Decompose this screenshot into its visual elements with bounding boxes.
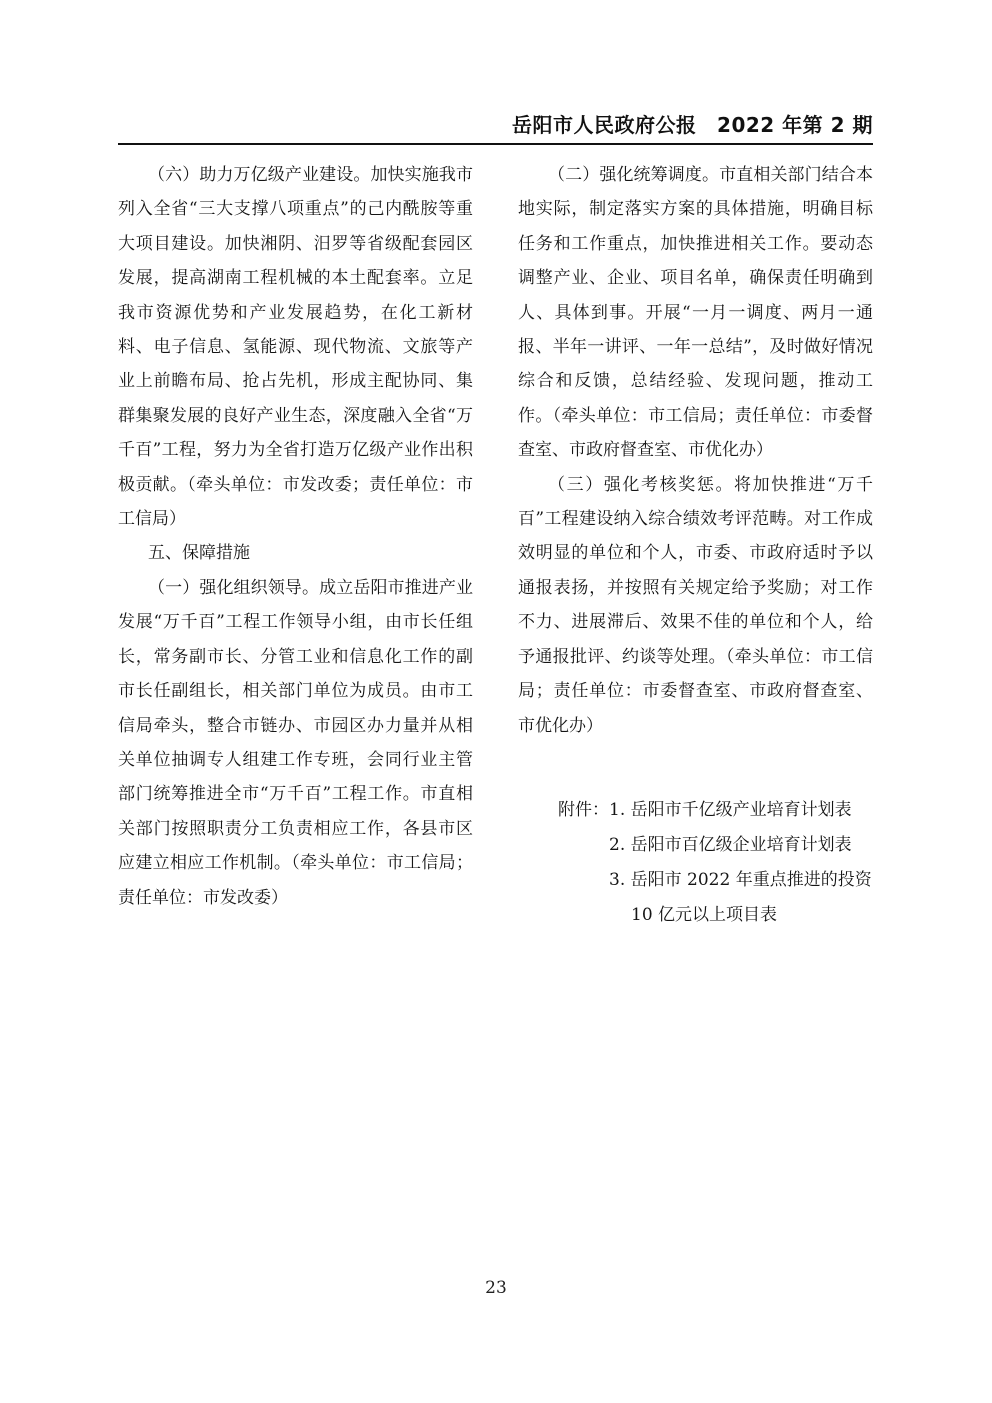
paragraph-section-5-3: （三）强化考核奖惩。将加快推进“万千百”工程建设纳入综合绩效考评范畴。对工作成效明显的单位和个人，市委、市政府适时予以通报表扬，并按照有关规定给予奖励；对工作不力、进展滞后、效果不佳的单位和个人，给予通报批评、约谈等处理。（牵头单位：市工信局；责任单位：市委督查室、市政府督查室、市优化办）	[518, 474, 873, 736]
paragraph-section-6: （六）助力万亿级产业建设。加快实施我市列入全省“三大支撑八项重点”的己内酰胺等重大项目建设。加快湘阴、汨罗等省级配套园区发展，提高湖南工程机械的本土配套率。立足我市资源优势和产业发展趋势，在化工新材料、电子信息、氢能源、现代物流、文旅等产业上前瞻布局、抢占先机，形成主配协同、集群集聚发展的良好产业生态，深度融入全省“万千百”工程，努力为全省打造万亿级产业作出积极贡献。（牵头单位：市发改委；责任单位：市工信局）	[118, 165, 473, 530]
left-column	[118, 158, 473, 933]
attachment-item-1: 1. 岳阳市千亿级产业培育计划表	[609, 799, 852, 820]
attachment-item-3: 3. 岳阳市 2022 年重点推进的投资 10 亿元以上项目表	[609, 869, 872, 925]
attachments-list	[609, 793, 873, 933]
heading-section-5: 五、保障措施	[148, 543, 250, 564]
attachment-item-2: 2. 岳阳市百亿级企业培育计划表	[609, 834, 852, 855]
header-title: 岳阳市人民政府公报 2022 年第 2 期	[512, 113, 873, 137]
attachments-label: 附件：	[558, 799, 609, 820]
attachments-block	[518, 793, 873, 933]
page-number: 23	[485, 1278, 507, 1298]
paragraph-section-5-2: （二）强化统筹调度。市直相关部门结合本地实际，制定落实方案的具体措施，明确目标任务和工作重点，加快推进相关工作。要动态调整产业、企业、项目名单，确保责任明确到人、具体到事。开展“一月一调度、两月一通报、半年一讲评、一年一总结”，及时做好情况综合和反馈，总结经验、发现问题，推动工作。（牵头单位：市工信局；责任单位：市委督查室、市政府督查室、市优化办）	[518, 165, 873, 461]
paragraph-section-5-1: （一）强化组织领导。成立岳阳市推进产业发展“万千百”工程工作领导小组，由市长任组长，常务副市长、分管工业和信息化工作的副市长任副组长，相关部门单位为成员。由市工信局牵头，整合市链办、市园区办力量并从相关单位抽调专人组建工作专班，会同行业主管部门统筹推进全市“万千百”工程工作。市直相关部门按照职责分工负责相应工作，各县市区应建立相应工作机制。（牵头单位：市工信局；责任单位：市发改委）	[118, 577, 473, 908]
right-column	[518, 158, 873, 933]
page-header	[118, 0, 873, 145]
document-body	[118, 158, 873, 933]
